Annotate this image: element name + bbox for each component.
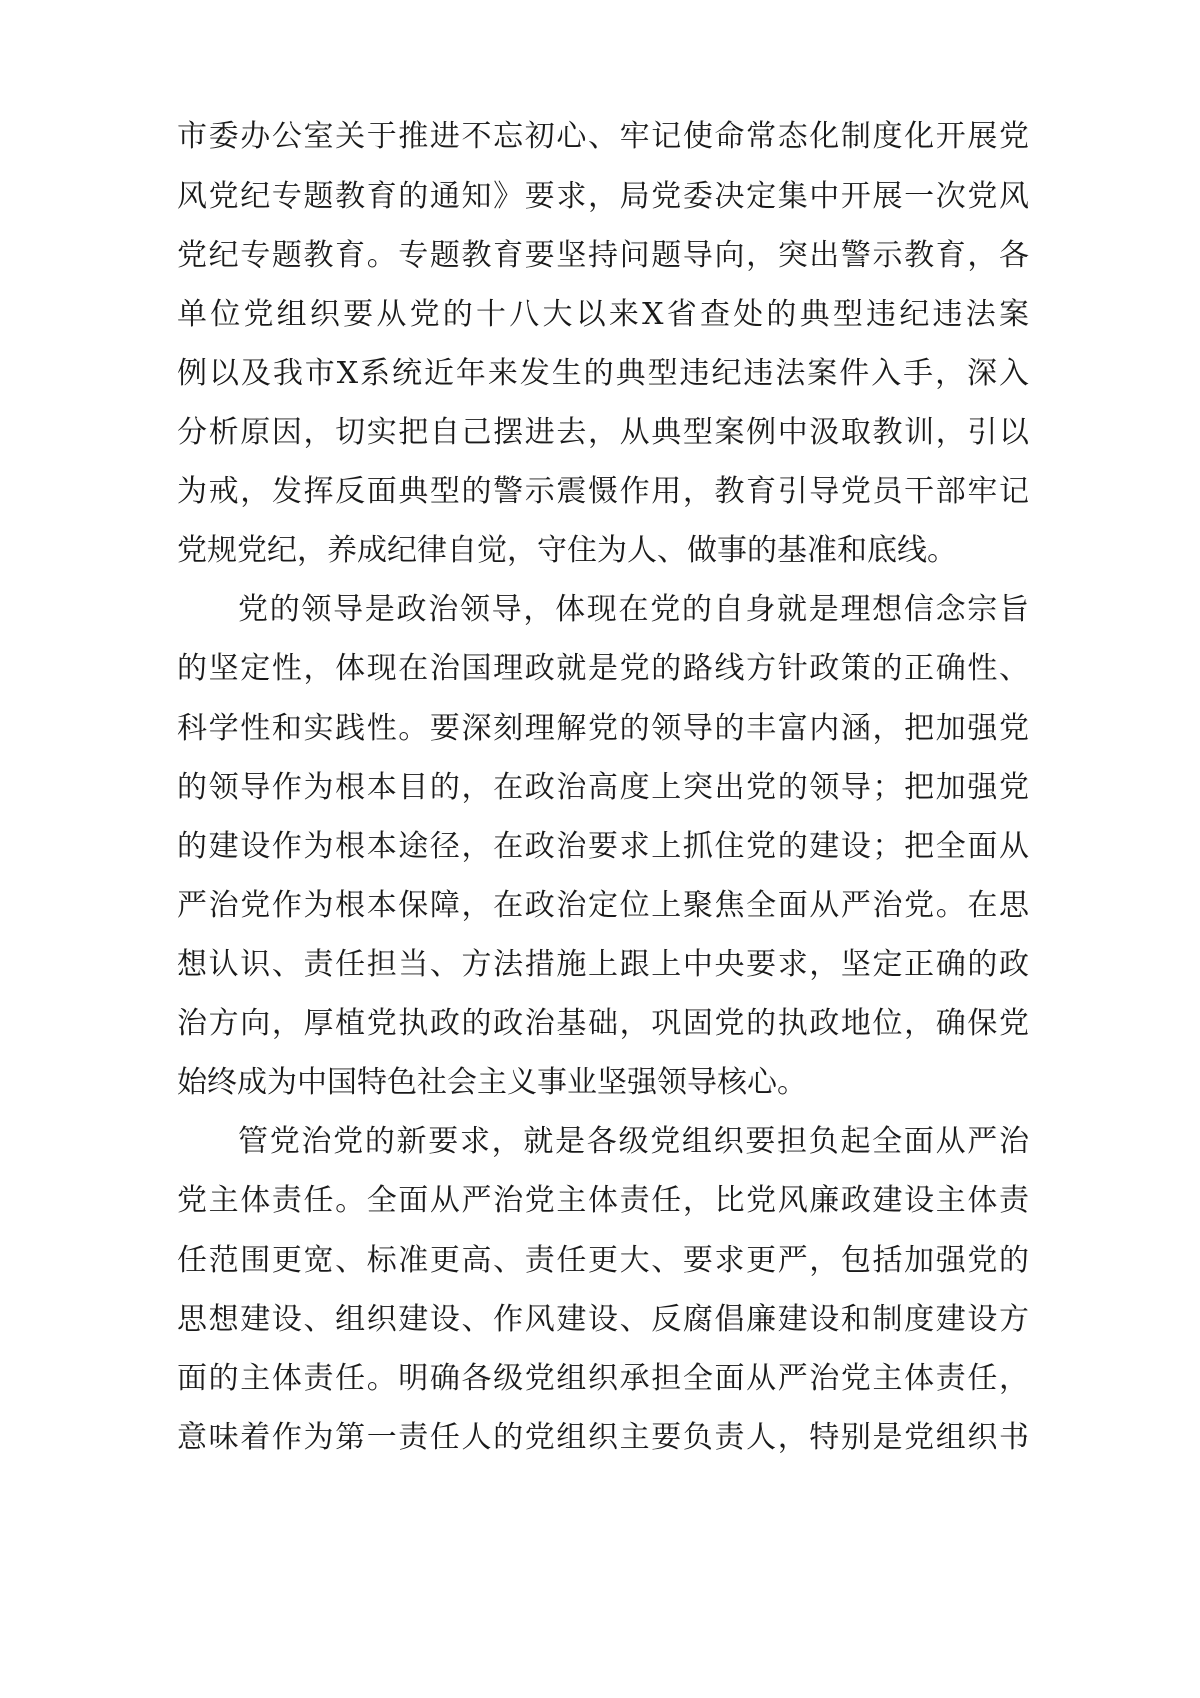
text-line: 严治党作为根本保障，在政治定位上聚焦全面从严治党。在思 bbox=[177, 888, 1029, 923]
text-line: 意味着作为第一责任人的党组织主要负责人，特别是党组织书 bbox=[177, 1420, 1029, 1455]
text-line: 科学性和实践性。要深刻理解党的领导的丰富内涵，把加强党 bbox=[177, 711, 1029, 746]
text-line: 分析原因，切实把自己摆进去，从典型案例中汲取教训，引以 bbox=[177, 415, 1029, 450]
text-line: 党纪专题教育。专题教育要坚持问题导向，突出警示教育，各 bbox=[177, 238, 1029, 273]
text-line: 管党治党的新要求，就是各级党组织要担负起全面从严治 bbox=[238, 1124, 1029, 1159]
text-line: 的建设作为根本途径，在政治要求上抓住党的建设；把全面从 bbox=[177, 829, 1029, 864]
text-line: 单位党组织要从党的十八大以来X省查处的典型违纪违法案 bbox=[177, 297, 1029, 332]
text-line: 想认识、责任担当、方法措施上跟上中央要求，坚定正确的政 bbox=[177, 947, 1029, 982]
text-line: 例以及我市X系统近年来发生的典型违纪违法案件入手，深入 bbox=[177, 356, 1029, 391]
text-line: 面的主体责任。明确各级党组织承担全面从严治党主体责任， bbox=[177, 1361, 1029, 1396]
text-line: 始终成为中国特色社会主义事业坚强领导核心。 bbox=[177, 1065, 807, 1100]
text-line: 任范围更宽、标准更高、责任更大、要求更严，包括加强党的 bbox=[177, 1243, 1029, 1278]
text-line: 风党纪专题教育的通知》要求，局党委决定集中开展一次党风 bbox=[177, 179, 1029, 214]
text-line: 党主体责任。全面从严治党主体责任，比党风廉政建设主体责 bbox=[177, 1183, 1029, 1218]
text-line: 党规党纪，养成纪律自觉，守住为人、做事的基准和底线。 bbox=[177, 533, 957, 568]
text-line: 的坚定性，体现在治国理政就是党的路线方针政策的正确性、 bbox=[177, 651, 1029, 686]
text-line: 思想建设、组织建设、作风建设、反腐倡廉建设和制度建设方 bbox=[177, 1302, 1029, 1337]
text-line: 的领导作为根本目的，在政治高度上突出党的领导；把加强党 bbox=[177, 770, 1029, 805]
text-line: 为戒，发挥反面典型的警示震慑作用，教育引导党员干部牢记 bbox=[177, 474, 1029, 509]
text-line: 市委办公室关于推进不忘初心、牢记使命常态化制度化开展党 bbox=[177, 119, 1029, 154]
text-line: 党的领导是政治领导，体现在党的自身就是理想信念宗旨 bbox=[238, 592, 1029, 627]
text-line: 治方向，厚植党执政的政治基础，巩固党的执政地位，确保党 bbox=[177, 1006, 1029, 1041]
